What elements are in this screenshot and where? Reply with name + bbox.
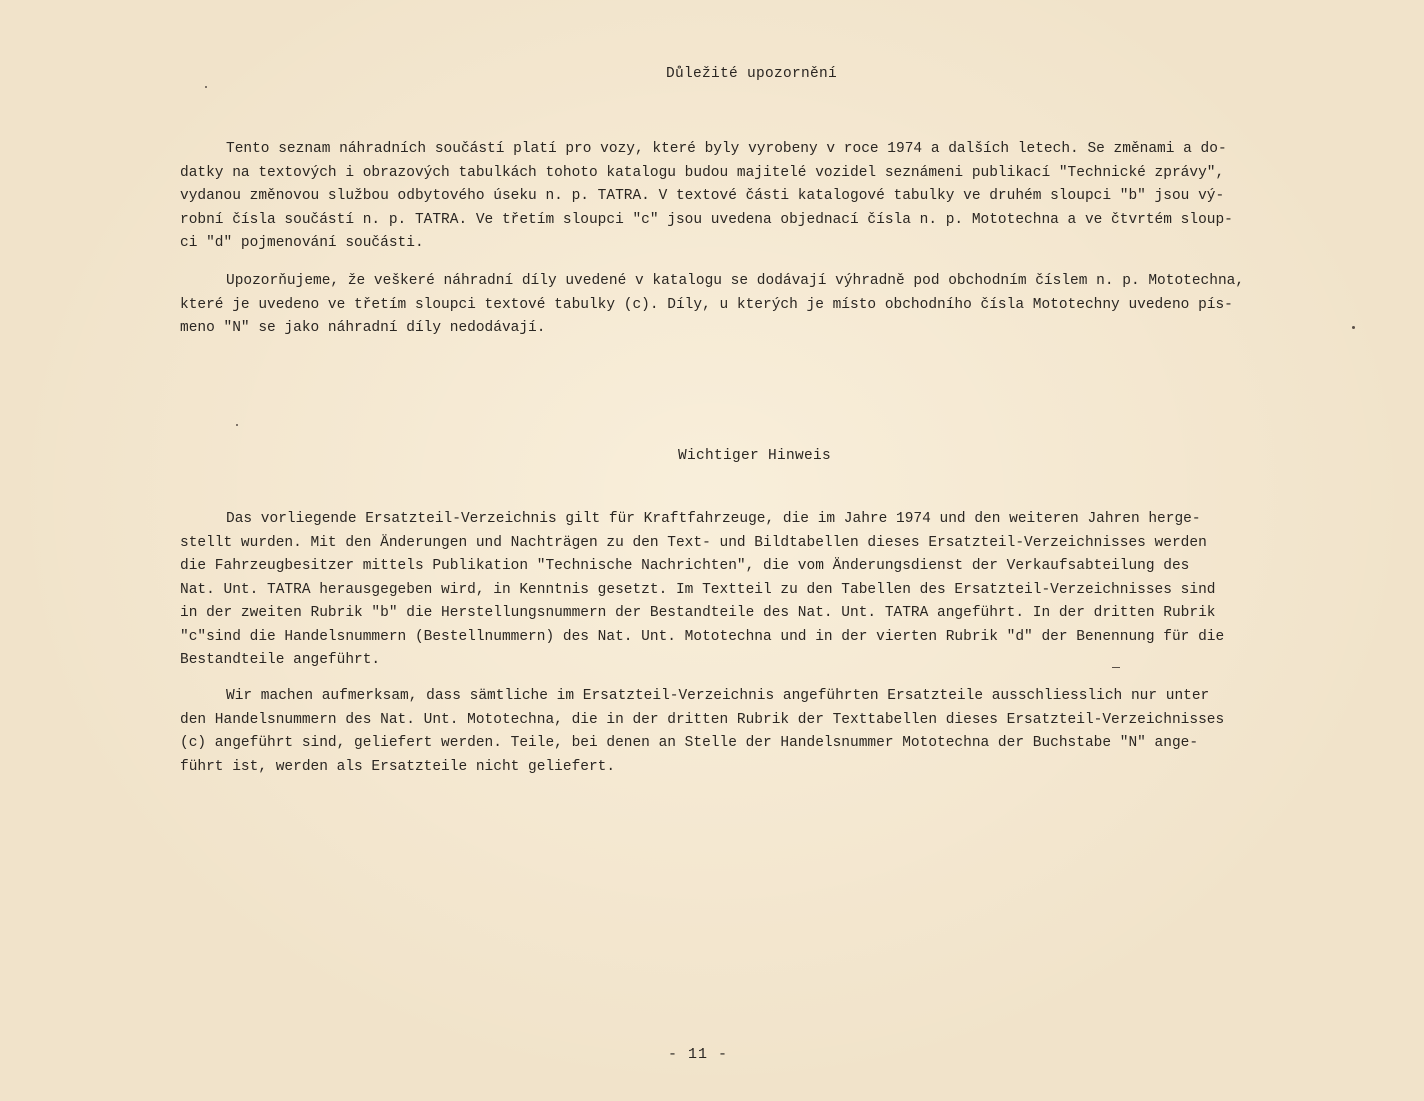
czech-p2-line-3: meno "N" se jako náhradní díly nedodávají.	[180, 320, 546, 336]
czech-p1-line-3: vydanou změnovou službou odbytového úseku n. p. TATRA. V textové části katalogové tabulky ve druhém sloupci "b" jsou vý-	[180, 188, 1225, 204]
scan-speck	[236, 424, 238, 426]
czech-p2-line-1: Upozorňujeme, že veškeré náhradní díly uvedené v katalogu se dodávají výhradně pod obchodním číslem n. p. Mototechna,	[226, 273, 1245, 289]
german-p2-line-3: (c) angeführt sind, geliefert werden. Teile, bei denen an Stelle der Handelsnummer Mototechna der Buchstabe "N" ange-	[180, 735, 1199, 751]
german-p1-line-5: in der zweiten Rubrik "b" die Herstellungsnummern der Bestandteile des Nat. Unt. TATRA angeführt. In der dritten Rubrik	[180, 605, 1216, 621]
czech-paragraph-1	[180, 138, 1330, 256]
scan-speck	[1352, 326, 1355, 329]
scan-speck	[1112, 667, 1120, 668]
scan-speck	[205, 86, 207, 88]
czech-p1-line-1: Tento seznam náhradních součástí platí pro vozy, které byly vyrobeny v roce 1974 a dalších letech. Se změnami a do-	[226, 141, 1227, 157]
czech-p1-line-5: ci "d" pojmenování součásti.	[180, 235, 424, 251]
czech-heading: Důležité upozornění	[666, 66, 838, 82]
german-p2-line-2: den Handelsnummern des Nat. Unt. Mototechna, die in der dritten Rubrik der Texttabellen dieses Ersatzteil-Verzeichnisses	[180, 711, 1225, 728]
czech-p2-line-2: které je uvedeno ve třetím sloupci textové tabulky (c). Díly, u kterých je místo obchodního čísla Mototechny uvedeno pís-	[180, 296, 1233, 313]
german-paragraph-1	[180, 508, 1330, 673]
german-heading: Wichtiger Hinweis	[678, 448, 832, 464]
czech-p1-line-4: robní čísla součástí n. p. TATRA. Ve třetím sloupci "c" jsou uvedena objednací čísla n. p. Mototechna a ve čtvrtém sloup-	[180, 211, 1233, 228]
german-p1-line-6: "c"sind die Handelsnummern (Bestellnummern) des Nat. Unt. Mototechna und in der vierten Rubrik "d" der Benennung für die	[180, 628, 1225, 645]
german-p1-line-1: Das vorliegende Ersatzteil-Verzeichnis gilt für Kraftfahrzeuge, die im Jahre 1974 und den weiteren Jahren herge-	[226, 511, 1201, 527]
czech-p1-line-2: datky na textových i obrazových tabulkách tohoto katalogu budou majitelé vozidel seznámeni publikací "Technické zprávy",	[180, 164, 1225, 181]
czech-paragraph-2	[180, 270, 1330, 341]
german-p2-line-4: führt ist, werden als Ersatzteile nicht geliefert.	[180, 758, 616, 775]
page-number: - 11 -	[668, 1046, 729, 1063]
german-paragraph-2	[180, 685, 1330, 779]
german-p1-line-7: Bestandteile angeführt.	[180, 652, 381, 668]
german-p1-line-4: Nat. Unt. TATRA herausgegeben wird, in Kenntnis gesetzt. Im Textteil zu den Tabellen des Ersatzteil-Verzeichnisses sind	[180, 581, 1216, 598]
german-p2-line-1: Wir machen aufmerksam, dass sämtliche im Ersatzteil-Verzeichnis angeführten Ersatzteile ausschliesslich nur unter	[226, 688, 1210, 704]
german-p1-line-3: die Fahrzeugbesitzer mittels Publikation "Technische Nachrichten", die vom Änderungsdienst der Verkaufsabteilung des	[180, 558, 1190, 574]
german-p1-line-2: stellt wurden. Mit den Änderungen und Nachträgen zu den Text- und Bildtabellen dieses Ersatzteil-Verzeichnisses werden	[180, 534, 1207, 551]
